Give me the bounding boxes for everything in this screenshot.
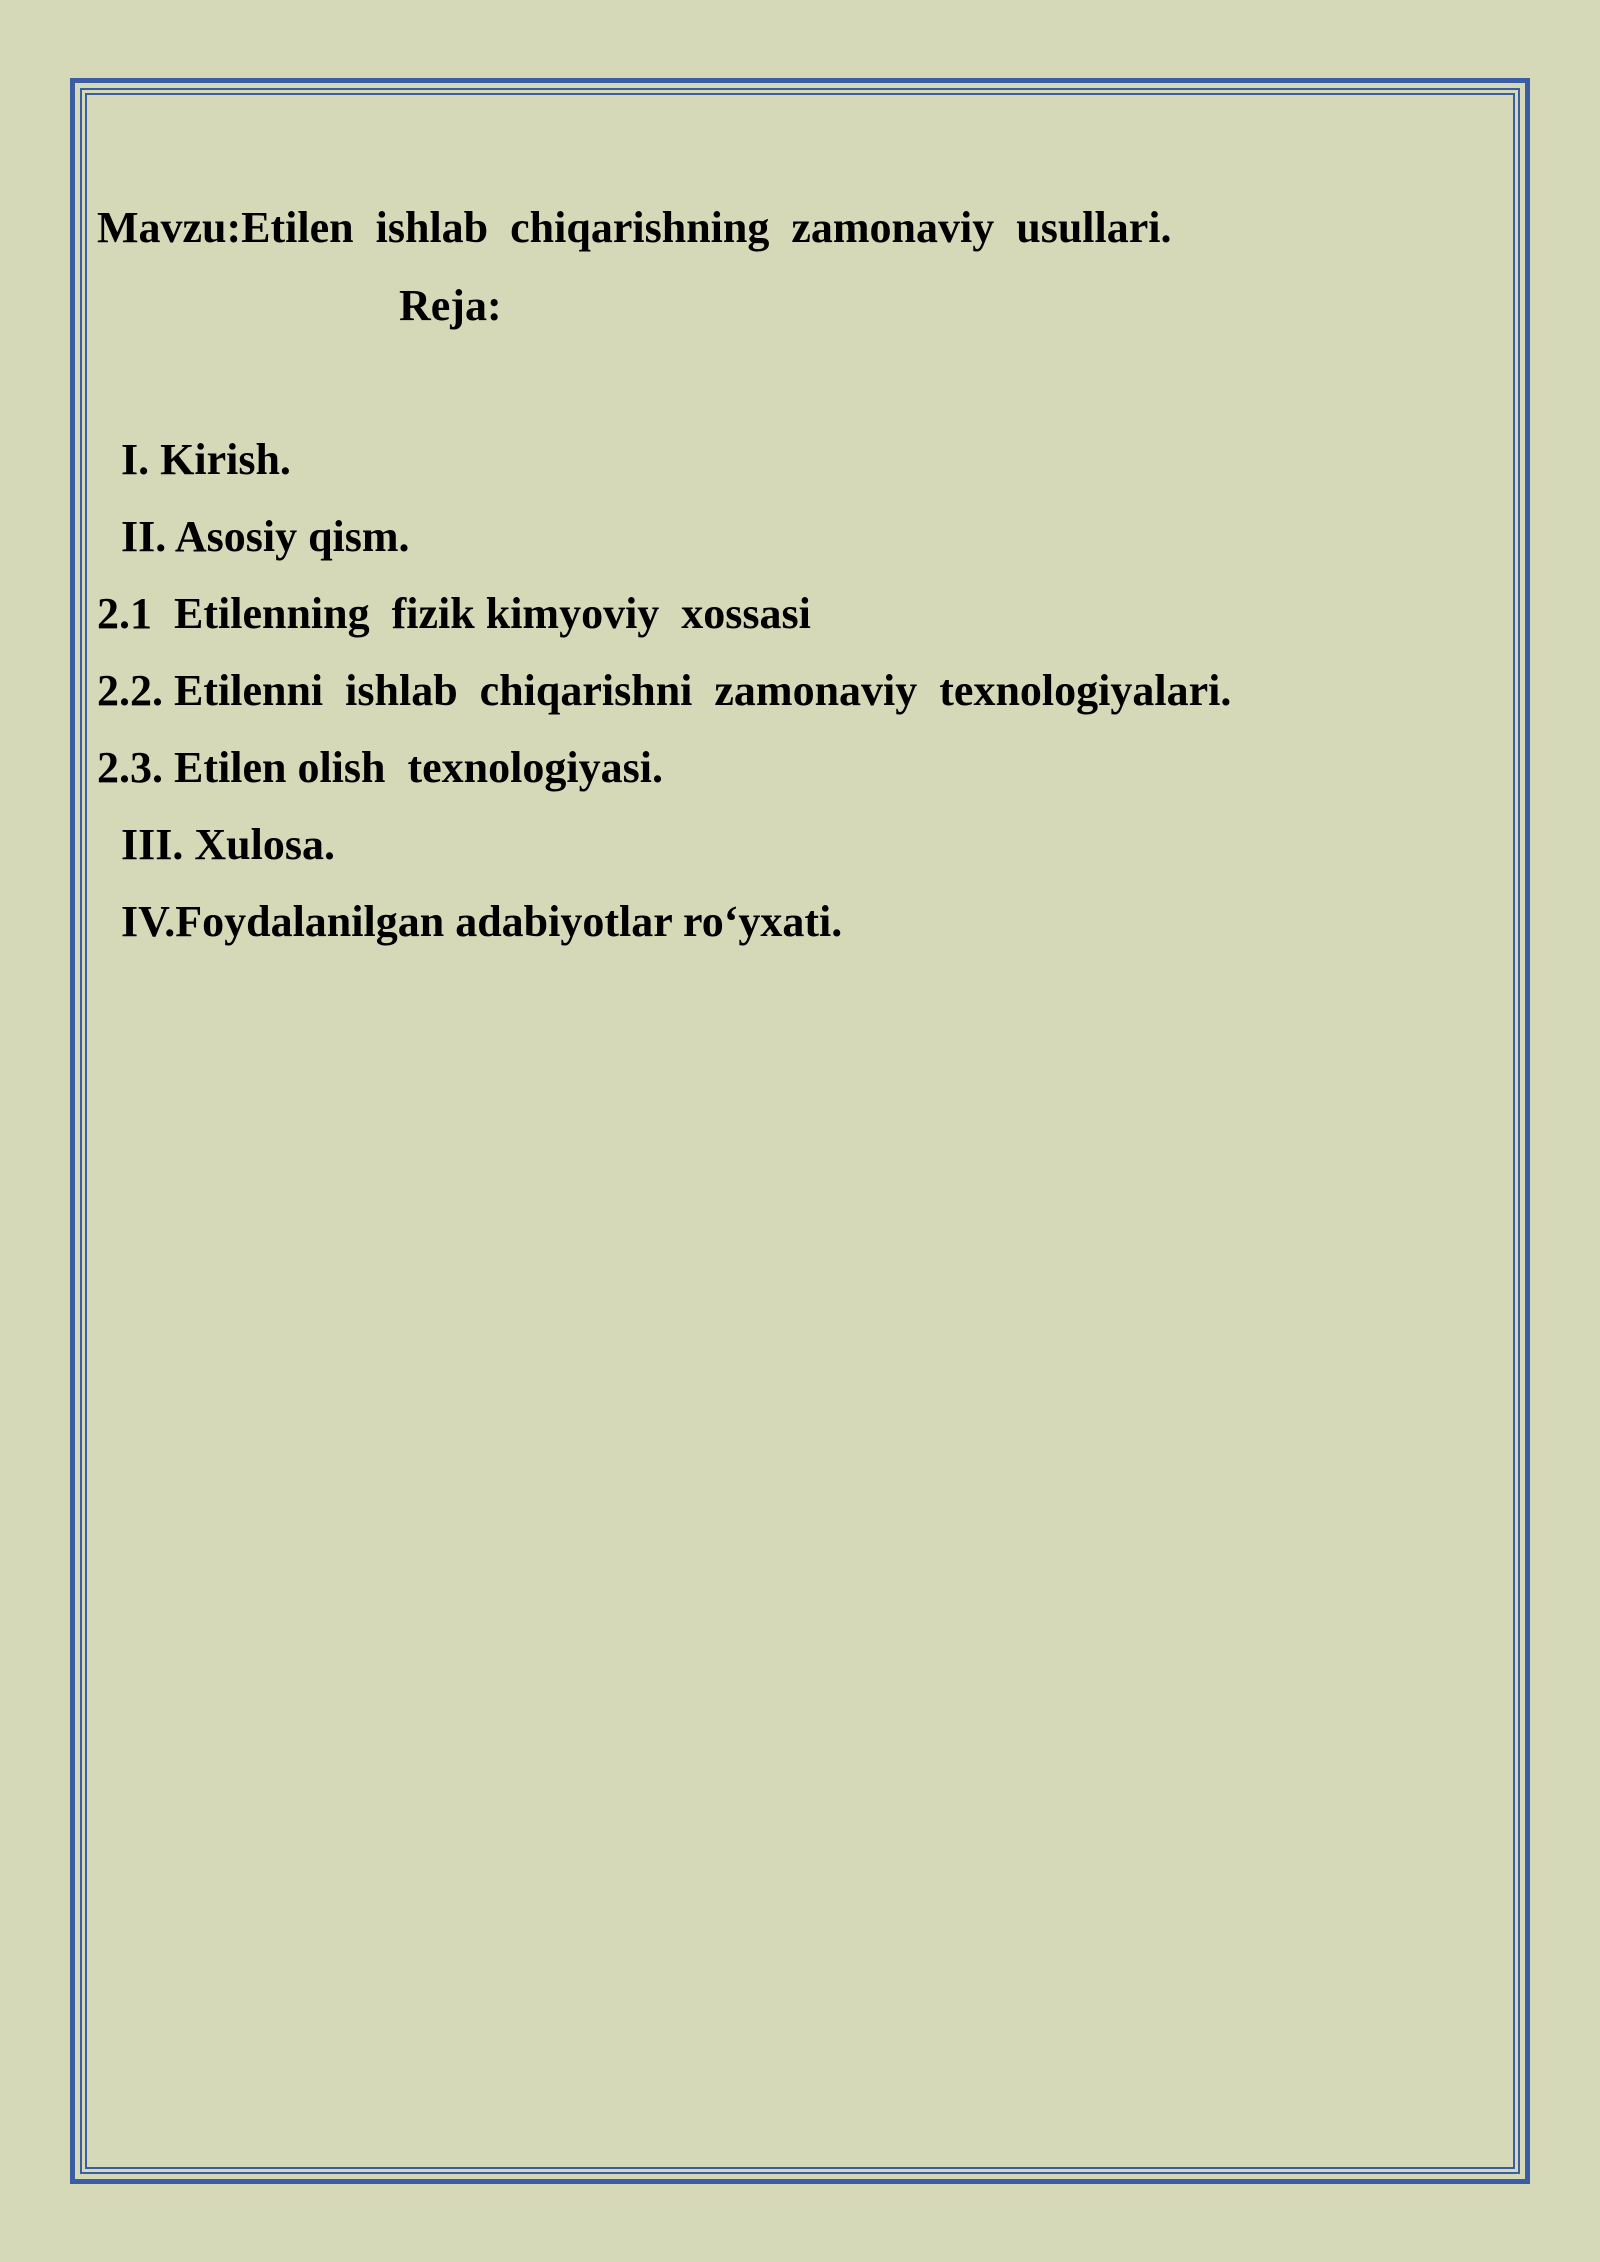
outline-item-5: 2.3. Etilen olish texnologiyasi. bbox=[97, 743, 663, 792]
page-border-inner bbox=[80, 88, 1520, 2174]
outline-item-4: 2.2. Etilenni ishlab chiqarishni zamonaviy texnologiyalari. bbox=[97, 666, 1232, 715]
document-title: Mavzu:Etilen ishlab chiqarishning zamonaviy usullari. bbox=[97, 203, 1172, 252]
outline-item-6: III. Xulosa. bbox=[121, 820, 335, 869]
outline-item-3: 2.1 Etilenning fizik kimyoviy xossasi bbox=[97, 589, 811, 638]
outline-item-7: IV.Foydalanilgan adabiyotlar ro‘yxati. bbox=[121, 897, 843, 946]
outline-item-1: I. Kirish. bbox=[121, 435, 291, 484]
outline-item-2: II. Asosiy qism. bbox=[121, 512, 410, 561]
plan-heading: Reja: bbox=[399, 281, 502, 330]
